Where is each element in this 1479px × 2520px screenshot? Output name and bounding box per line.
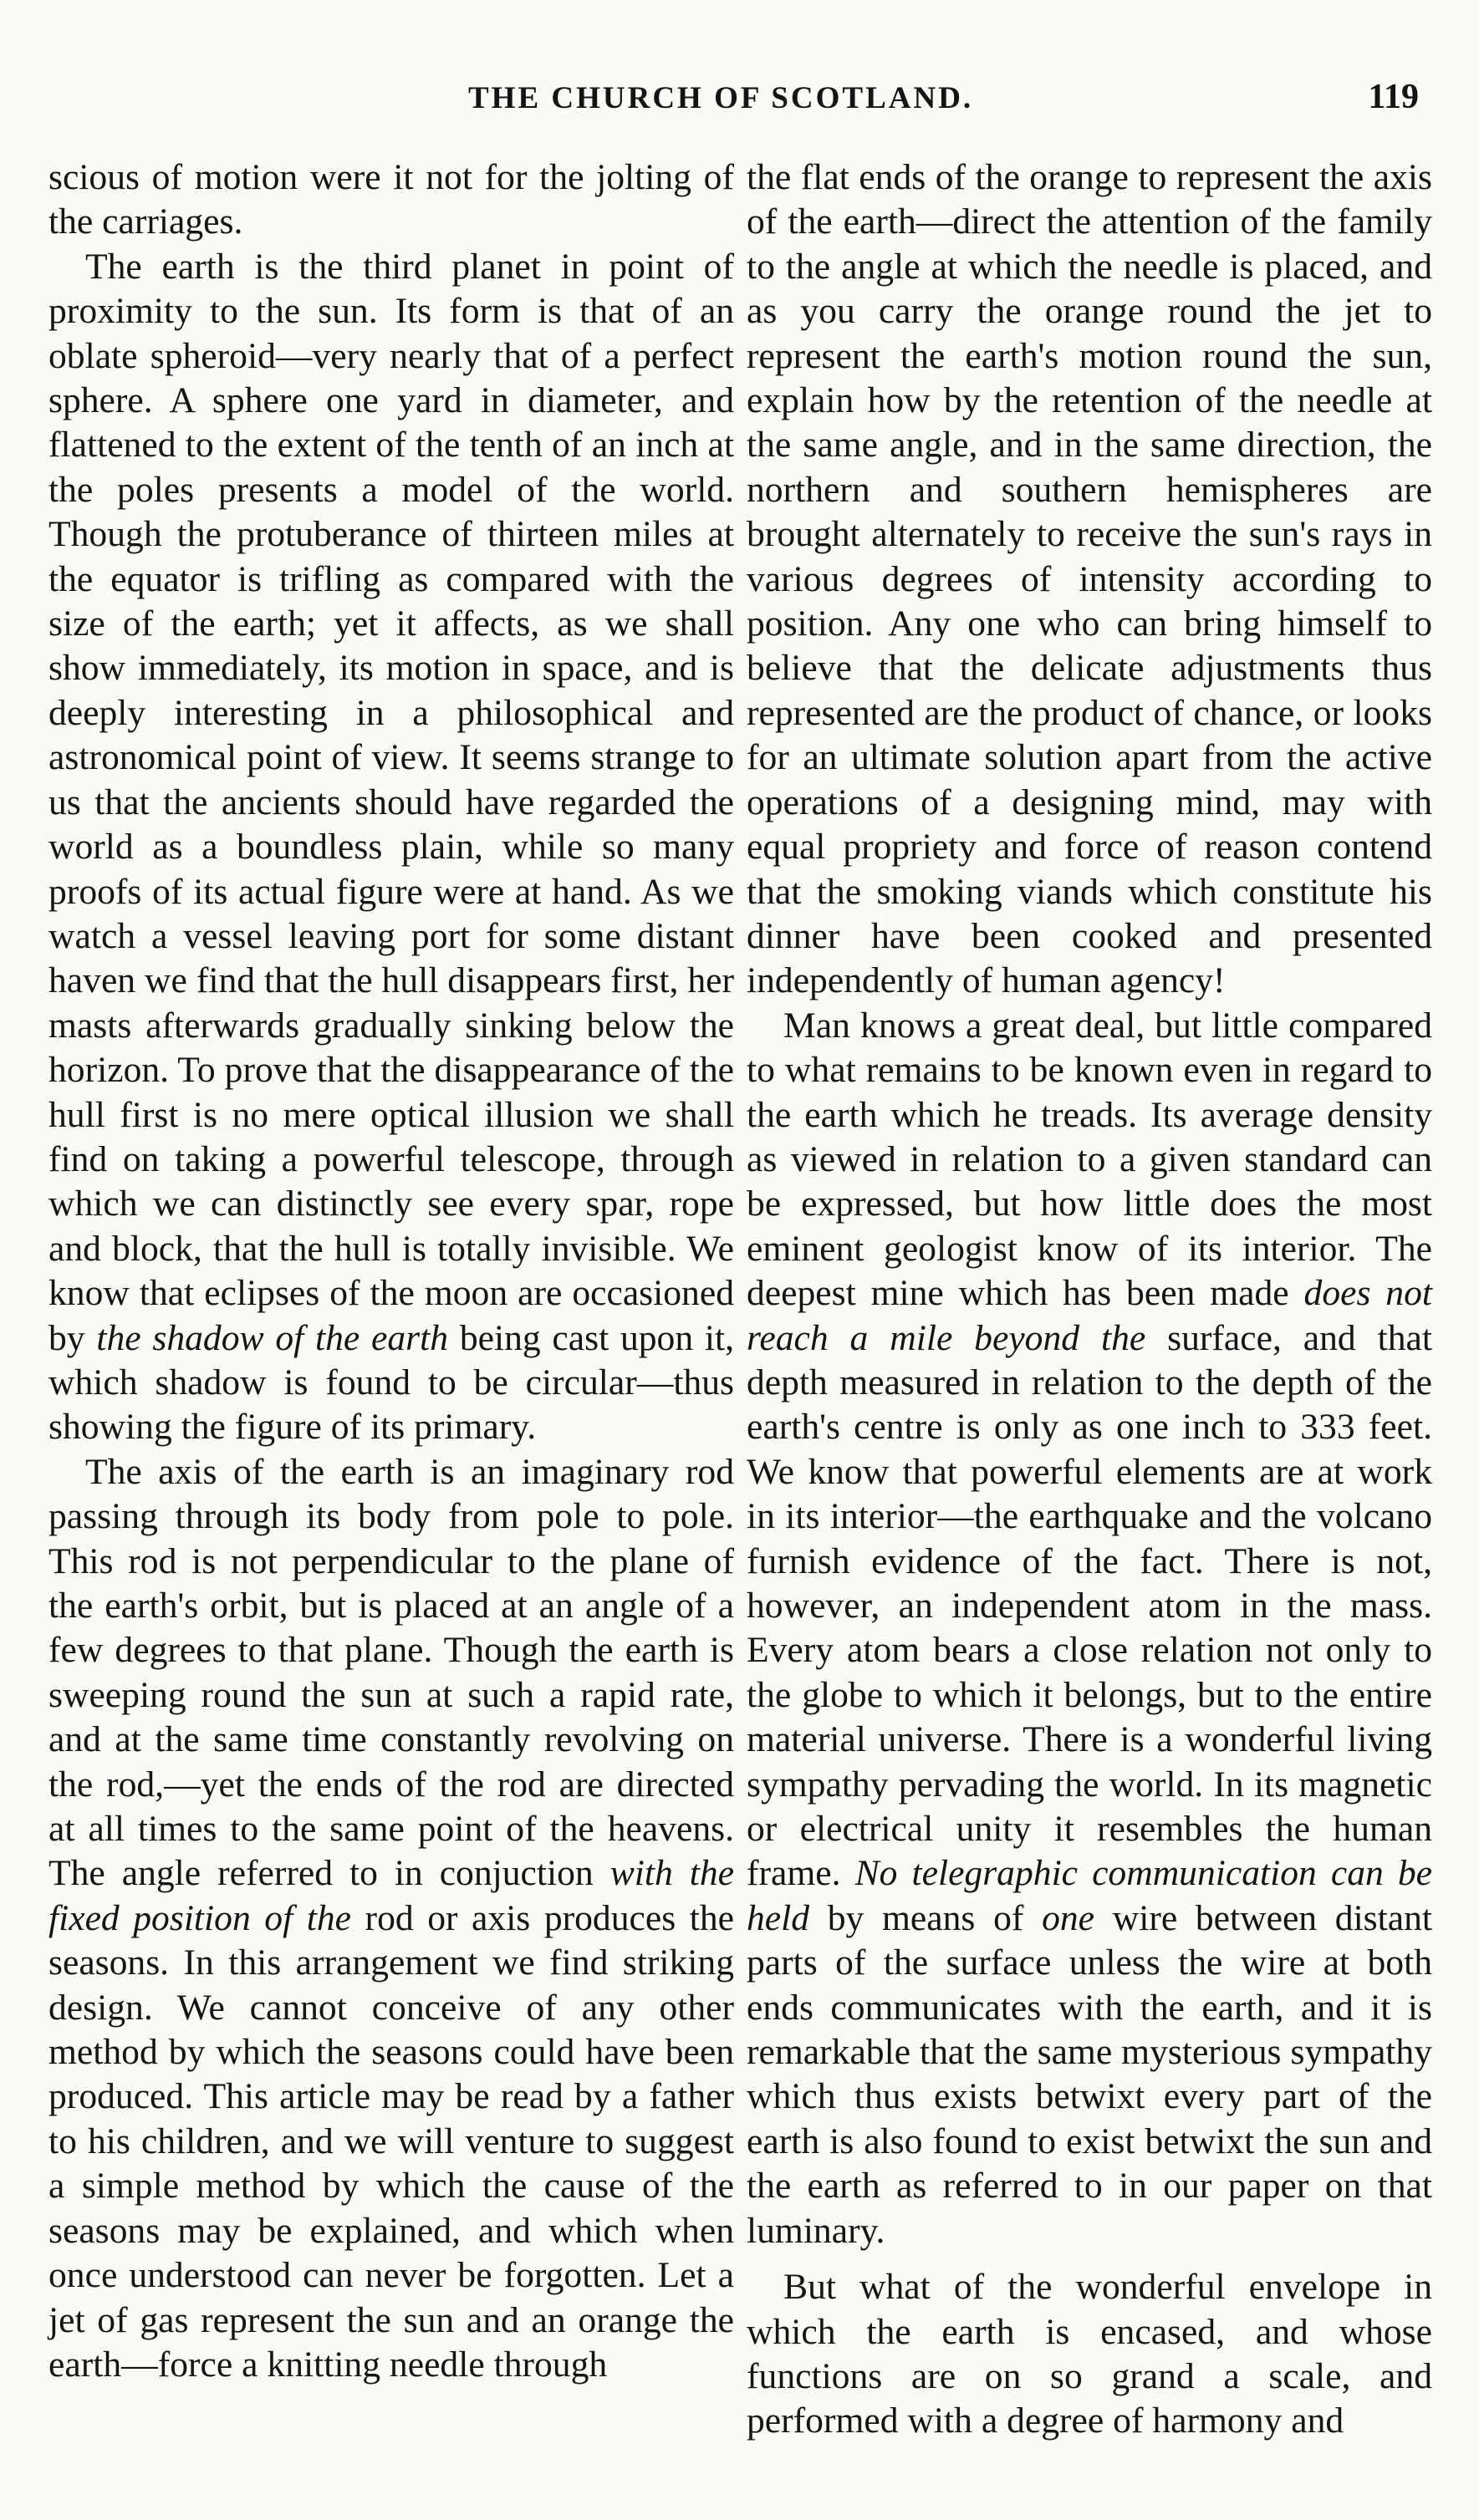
italic-phrase: does not reach a mile beyond the bbox=[747, 1273, 1433, 1358]
paragraph-man-knows bbox=[747, 1004, 1432, 2253]
paragraph-text: Man knows a great deal, but little compared to what remains to be known even in regard to the earth which he treads. Its average density as viewed in relation to a given standard can be expressed, but how little does the most eminent geologist know of its interior. The deepest mine which has been made bbox=[747, 1005, 1432, 1314]
paragraph-text: scious of motion were it not for the jolting of the carriages. bbox=[48, 157, 734, 242]
paragraph-envelope bbox=[747, 2265, 1432, 2444]
paragraph-continued bbox=[747, 155, 1432, 1004]
paragraph-text: The axis of the earth is an imaginary rod passing through its body from pole to pole. This rod is not perpendicular to the plane of the earth's orbit, but is placed at an angle of a few degrees to that plane. Though the earth is sweeping round the sun at such a rapid rate, and at the same time constantly revolving on the rod,—yet the ends of the rod are directed at all times to the same point of the heavens. The angle referred to in conjuction bbox=[48, 1451, 734, 1894]
paragraph-text: wire between distant parts of the surface unless the wire at both ends communicates with the earth, and it is remarkable that the same mysterious sympathy which thus exists betwixt every part of the earth is also found to exist betwixt the sun and the earth as referred to in our paper on that luminary. bbox=[747, 1897, 1433, 2251]
italic-phrase: the shadow of the earth bbox=[96, 1317, 449, 1358]
paragraph-text: But what of the wonderful envelope in which the earth is encased, and whose functions are on so grand a scale, and performed with a degree of harmony and bbox=[747, 2267, 1432, 2441]
paragraph-text: the flat ends of the orange to represent the axis of the earth—direct the attention of the family to the angle at which the needle is placed, and as you carry the orange round the jet to represent the earth's motion round the sun, explain how by the retention of the needle at the same angle, and in the same direction, the northern and southern hemispheres are brought alternately to receive the sun's rays in various degrees of intensity according to position. Any one who can bring himself to believe that the delicate adjustments thus represented are the product of chance, or looks for an ultimate solution apart from the active operations of a designing mind, may with equal propriety and force of reason contend that the smoking viands which constitute his dinner have been cooked and presented independently of human agency! bbox=[747, 157, 1432, 1001]
paragraph-earth-axis bbox=[48, 1450, 734, 2388]
page-number: 119 bbox=[1368, 78, 1419, 116]
paragraph-text: The earth is the third planet in point of proximity to the sun. Its form is that of an oblate spheroid—very nearly that of a perfect sphere. A sphere one yard in diameter, and flattened to the extent of the tenth of an inch at the poles presents a model of the world. Though the protuberance of thirteen miles at the equator is trifling as compared with the size of the earth; yet it affects, as we shall show immediately, its motion in space, and is deeply interesting in a philosophical and astronomical point of view. It seems strange to us that the ancients should have regarded the world as a boundless plain, while so many proofs of its actual figure were at hand. As we watch a vessel leaving port for some distant haven we find that the hull disappears first, her masts afterwards gradually sinking below the horizon. To prove that the disappearance of the hull first is no mere optical illusion we shall find on taking a powerful telescope, through which we can distinctly see every spar, rope and block, that the hull is totally invisible. We know that eclipses of the moon are occasioned by bbox=[48, 246, 734, 1358]
running-title: THE CHURCH OF SCOTLAND. bbox=[468, 81, 974, 115]
left-column bbox=[48, 155, 734, 2387]
italic-word: one bbox=[1042, 1897, 1095, 1938]
paragraph-text: rod or axis produces the seasons. In this arrangement we find striking design. We cannot conceive of any other method by which the seasons could have been produced. This article may be read by a father to his children, and we will venture to suggest a simple method by which the cause of the seasons may be explained, and which when once understood can never be forgotten. Let a jet of gas represent the sun and an orange the earth—force a knitting needle through bbox=[48, 1897, 734, 2385]
paragraph-continued bbox=[48, 155, 734, 245]
right-column bbox=[747, 155, 1432, 2444]
paragraph-earth-form bbox=[48, 245, 734, 1450]
italic-phrase: No telegraphic communication can be held bbox=[747, 1853, 1433, 1938]
paragraph-text: by means of bbox=[827, 1897, 1024, 1938]
running-head bbox=[0, 80, 1479, 130]
italic-phrase: with the fixed position of the bbox=[48, 1853, 734, 1938]
paragraph-text: surface, and that depth measured in relation to the depth of the earth's centre is only as one inch to 333 feet. We know that powerful elements are at work in its interior—the earthquake and the volcano furnish evidence of the fact. There is not, however, an independent atom in the mass. Every atom bears a close relation not only to the globe to which it belongs, but to the entire material universe. There is a wonderful living sympathy pervading the world. In its magnetic or electrical unity it resembles the human frame. bbox=[747, 1317, 1432, 1894]
paragraph-text: being cast upon it, which shadow is found to be circular—thus showing the figure of its primary. bbox=[48, 1317, 735, 1448]
